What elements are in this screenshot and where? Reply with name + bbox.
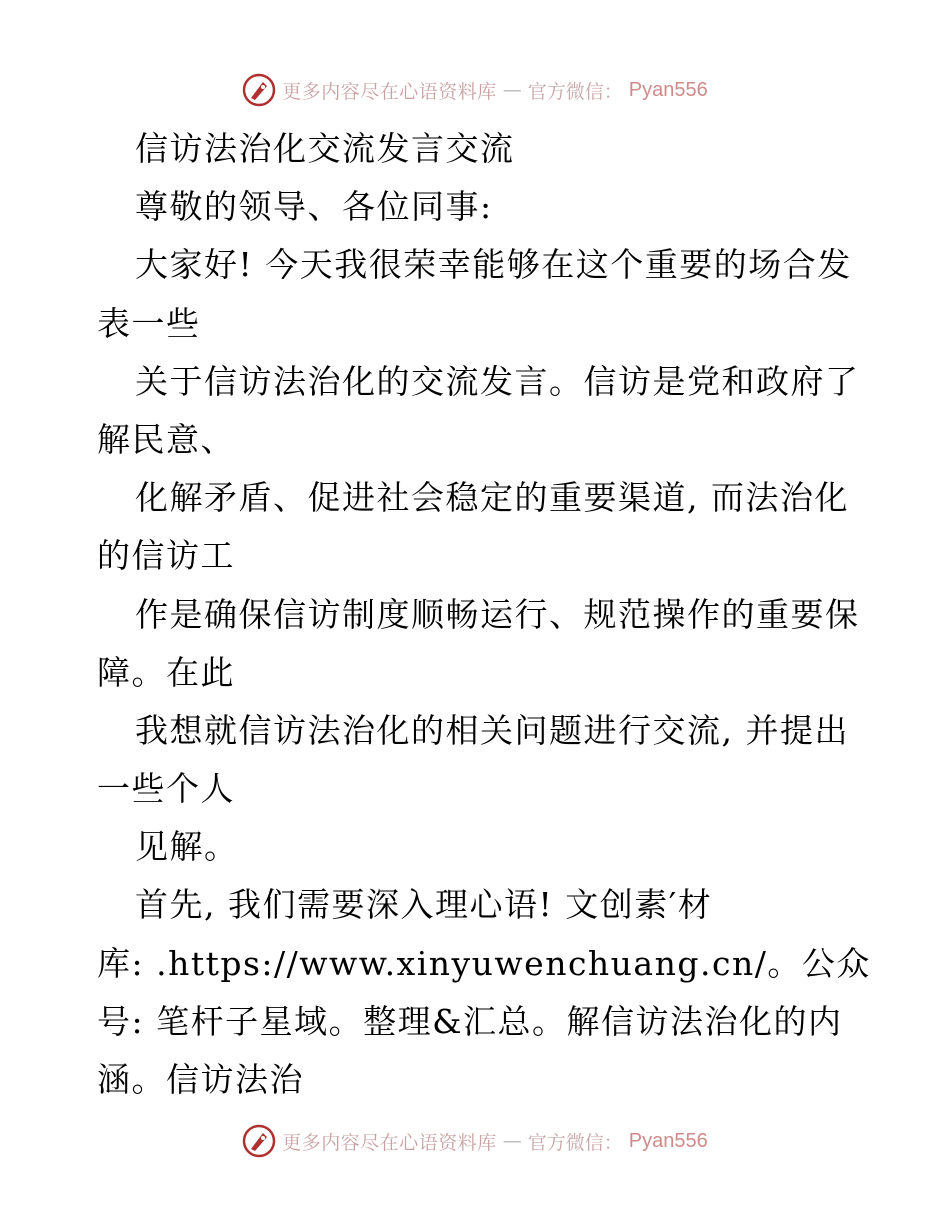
banner-separator: —	[502, 79, 522, 101]
text-line: 涵。信访法治	[97, 1060, 304, 1099]
banner-contact-label: 官方微信：	[527, 1131, 623, 1154]
banner-contact-id: Pyan556	[628, 78, 708, 101]
footer-banner	[0, 1121, 950, 1161]
document-body	[97, 120, 877, 1109]
document-title: 信访法治化交流发言交流	[135, 129, 515, 168]
text-line: 大家好! 今天我很荣幸能够在这个重要的场合发	[135, 245, 852, 285]
text-line: 解民意、	[97, 419, 235, 459]
text-line: 见解。	[135, 827, 239, 867]
banner-text: 更多内容尽在心语资料库	[282, 1131, 497, 1154]
text-line: 表一些	[97, 303, 201, 343]
salutation-line: 尊敬的领导、各位同事:	[135, 187, 493, 227]
header-banner	[0, 70, 950, 110]
text-line: 作是确保信访制度顺畅运行、规范操作的重要保	[135, 594, 860, 634]
pen-nib-icon	[242, 73, 276, 107]
text-line: 的信访工	[97, 536, 235, 576]
banner-text: 更多内容尽在心语资料库	[282, 80, 497, 103]
banner-separator: —	[502, 1130, 522, 1152]
banner-contact-label: 官方微信：	[527, 80, 623, 103]
text-line: 首先, 我们需要深入理心语! 文创素′材	[135, 885, 713, 925]
text-line: 一些个人	[97, 769, 235, 809]
banner-contact-id: Pyan556	[628, 1129, 708, 1152]
pen-nib-icon	[242, 1124, 276, 1158]
text-line: 障。在此	[97, 652, 235, 692]
text-line: 号: 笔杆子星域。整理&汇总。解信访法治化的内	[97, 1001, 843, 1041]
text-line: 化解矛盾、促进社会稳定的重要渠道, 而法治化	[135, 478, 849, 518]
text-line: 关于信访法治化的交流发言。信访是党和政府了	[135, 361, 860, 401]
text-line: 我想就信访法治化的相关问题进行交流, 并提出	[135, 710, 849, 750]
text-line-url: 库: .https://www.xinyuwenchuang.cn/。公众	[97, 943, 871, 983]
